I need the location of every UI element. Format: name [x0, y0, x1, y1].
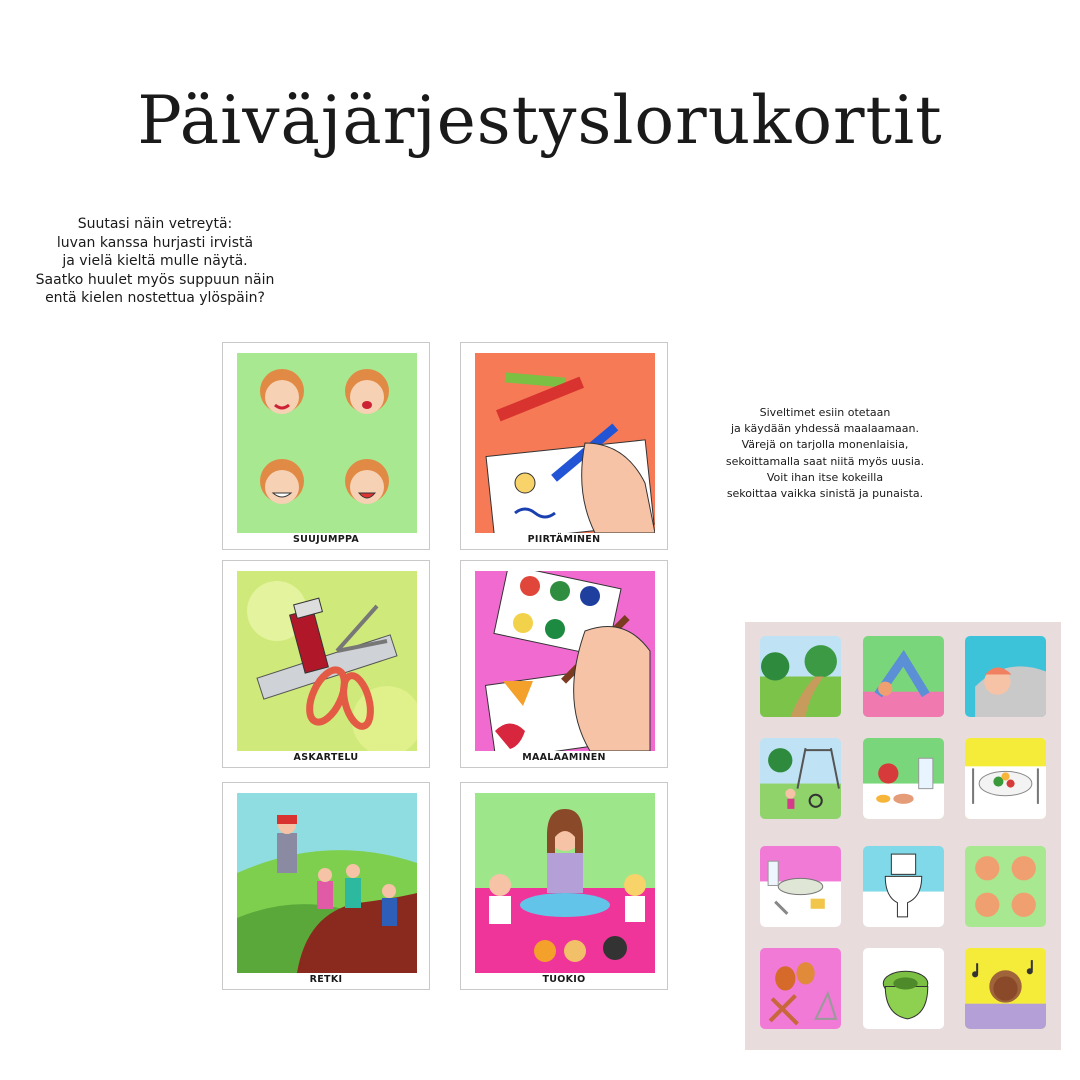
card-askartelu[interactable]	[222, 560, 430, 768]
rhyme-text-suujumppa: Suutasi näin vetreytä: luvan kanssa hurjasti irvistä ja vielä kieltä mulle näytä. Saatko huulet myös suppuun näin entä kielen nostettua ylöspäin?	[35, 216, 275, 306]
playground-icon[interactable]	[760, 738, 841, 819]
instruments-icon[interactable]	[760, 948, 841, 1029]
hike-illustration	[237, 793, 417, 973]
painting-hand-illustration	[475, 571, 655, 751]
thumbnail-panel	[745, 622, 1061, 1050]
toilet-icon[interactable]	[863, 846, 944, 927]
card-label: PIIRTÄMINEN	[527, 534, 601, 545]
card-label: ASKARTELU	[293, 752, 359, 763]
card-retki[interactable]	[222, 782, 430, 990]
circle-time-illustration	[475, 793, 655, 973]
sleeping-child-icon[interactable]	[965, 636, 1046, 717]
page-title: Päiväjärjestyslorukortit	[137, 82, 943, 159]
snack-icon[interactable]	[863, 738, 944, 819]
card-label: RETKI	[309, 974, 343, 985]
glue-scissors-illustration	[237, 571, 417, 751]
potty-icon[interactable]	[863, 948, 944, 1029]
card-label: TUOKIO	[542, 974, 586, 985]
faces-illustration	[237, 353, 417, 533]
forest-path-icon[interactable]	[760, 636, 841, 717]
drawing-hand-illustration	[475, 353, 655, 533]
yoga-pose-icon[interactable]	[863, 636, 944, 717]
card-piirtaminen[interactable]	[460, 342, 668, 550]
meal-plate-icon[interactable]	[965, 738, 1046, 819]
porridge-icon[interactable]	[760, 846, 841, 927]
card-tuokio[interactable]	[460, 782, 668, 990]
faces-icon[interactable]	[965, 846, 1046, 927]
card-label: SUUJUMPPA	[292, 534, 360, 545]
card-suujumppa[interactable]	[222, 342, 430, 550]
rhyme-text-maalaaminen: Siveltimet esiin otetaan ja käydään yhdessä maalaamaan. Värejä on tarjolla monenlaisia, sekoittamalla saat niitä myös uusia. Voit ihan itse kokeilla sekoittaa vaikka sinistä ja punaista.	[725, 406, 925, 501]
singing-icon[interactable]	[965, 948, 1046, 1029]
card-label: MAALAAMINEN	[522, 752, 606, 763]
card-maalaaminen[interactable]	[460, 560, 668, 768]
